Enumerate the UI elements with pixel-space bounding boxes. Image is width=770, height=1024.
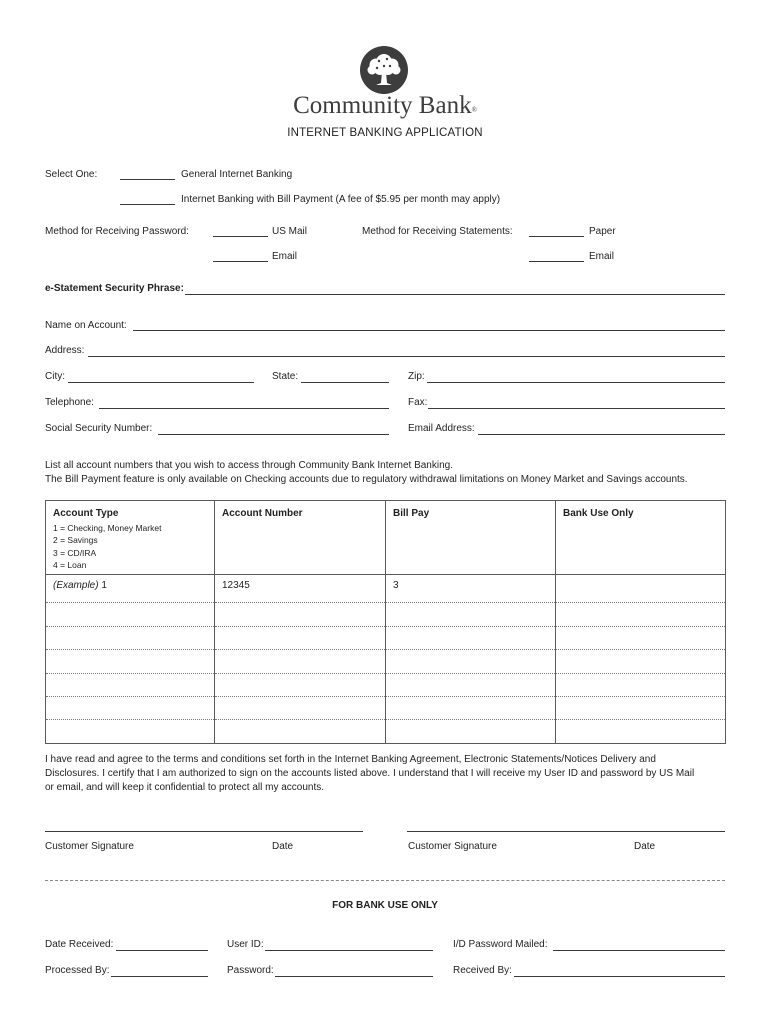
- legend-item: 3 = CD/IRA: [53, 547, 97, 558]
- city-field[interactable]: [68, 382, 254, 383]
- table-cell[interactable]: [386, 650, 556, 673]
- bill-pay-title: Bill Pay: [393, 508, 430, 519]
- table-cell: [556, 673, 726, 696]
- zip-label: Zip:: [408, 371, 425, 382]
- zip-field[interactable]: [427, 382, 725, 383]
- name-label: Name on Account:: [45, 320, 127, 331]
- signature-line-2[interactable]: [407, 831, 725, 832]
- date-received-label: Date Received:: [45, 939, 114, 950]
- general-banking-blank[interactable]: [120, 179, 175, 180]
- example-row: [46, 575, 726, 603]
- table-cell[interactable]: [386, 626, 556, 649]
- id-password-mailed-field[interactable]: [553, 950, 725, 951]
- email-field[interactable]: [478, 434, 725, 435]
- date-received-field[interactable]: [116, 950, 208, 951]
- customer-signature-label-2: Customer Signature: [408, 841, 497, 852]
- address-field[interactable]: [88, 356, 725, 357]
- accounts-intro: [45, 459, 735, 487]
- customer-signature-label-1: Customer Signature: [45, 841, 134, 852]
- table-cell[interactable]: [46, 626, 215, 649]
- bill-payment-blank[interactable]: [120, 204, 175, 205]
- table-cell[interactable]: [46, 673, 215, 696]
- agreement-line1: I have read and agree to the terms and conditions set forth in the Internet Banking Agreement, Electronic Statements/Notices Delivery and: [45, 754, 656, 765]
- telephone-field[interactable]: [99, 408, 389, 409]
- email-label: Email Address:: [408, 423, 475, 434]
- table-cell: [556, 720, 726, 743]
- table-cell[interactable]: [215, 720, 386, 743]
- legend-item: 2 = Savings: [53, 535, 98, 545]
- table-cell[interactable]: [215, 603, 386, 626]
- table-cell[interactable]: [46, 696, 215, 719]
- bank-use-title: FOR BANK USE ONLY: [332, 900, 438, 911]
- password-method-label: Method for Receiving Password:: [45, 226, 189, 237]
- table-row: [46, 696, 726, 719]
- table-row: [46, 603, 726, 626]
- form-title: INTERNET BANKING APPLICATION: [287, 127, 483, 139]
- table-cell[interactable]: [386, 673, 556, 696]
- account-type-title: Account Type: [53, 508, 119, 519]
- divider: [45, 880, 725, 881]
- table-cell[interactable]: [215, 650, 386, 673]
- password-usmail-option: US Mail: [272, 226, 308, 237]
- ssn-field[interactable]: [158, 434, 389, 435]
- signature-line-1[interactable]: [45, 831, 363, 832]
- bank-name: Community Bank: [293, 92, 472, 119]
- date-label-2: Date: [634, 841, 656, 852]
- table-cell[interactable]: [215, 673, 386, 696]
- table-cell: [556, 626, 726, 649]
- bank-use-header: [556, 501, 726, 575]
- date-label-1: Date: [272, 841, 294, 852]
- table-cell[interactable]: [386, 696, 556, 719]
- ssn-label: Social Security Number:: [45, 423, 153, 434]
- user-id-label: User ID:: [227, 939, 264, 950]
- table-row: [46, 626, 726, 649]
- received-by-label: Received By:: [453, 965, 512, 976]
- bill-pay-header: [386, 501, 556, 575]
- table-cell: [556, 650, 726, 673]
- password-email-blank[interactable]: [213, 261, 268, 262]
- accounts-intro-line1: List all account numbers that you wish to access through Community Bank Internet Banking.: [45, 460, 453, 471]
- password-field[interactable]: [275, 976, 433, 977]
- user-id-field[interactable]: [265, 950, 433, 951]
- statement-email-blank[interactable]: [529, 261, 584, 262]
- table-row: [46, 650, 726, 673]
- example-bankuse-cell: [556, 575, 726, 603]
- accounts-table: [45, 500, 726, 744]
- processed-by-field[interactable]: [111, 976, 208, 977]
- example-type-cell: [46, 575, 215, 603]
- password-label: Password:: [227, 965, 274, 976]
- statement-paper-blank[interactable]: [529, 236, 584, 237]
- id-password-mailed-label: I/D Password Mailed:: [453, 939, 548, 950]
- table-cell[interactable]: [46, 650, 215, 673]
- accounts-intro-line2: The Bill Payment feature is only available on Checking accounts due to regulatory withdrawal limitations on Money Market and Savings accounts.: [45, 474, 688, 485]
- legend-item: 1 = Checking, Money Market: [53, 522, 162, 533]
- table-cell[interactable]: [386, 603, 556, 626]
- table-row: [46, 673, 726, 696]
- agreement-line3: or email, and will keep it confidential to protect all my accounts.: [45, 782, 325, 793]
- telephone-label: Telephone:: [45, 397, 94, 408]
- legend-item: 4 = Loan: [53, 560, 87, 570]
- password-email-option: Email: [272, 251, 298, 262]
- example-billpay-cell: 3: [386, 575, 556, 603]
- bill-payment-option: Internet Banking with Bill Payment (A fee of $5.95 per month may apply): [181, 194, 501, 205]
- example-number-cell: 12345: [215, 575, 386, 603]
- example-type: 1: [98, 580, 107, 591]
- agreement-text: [45, 753, 745, 795]
- example-prefix: (Example): [53, 580, 99, 591]
- statement-paper-option: Paper: [589, 226, 616, 237]
- account-number-header: [215, 501, 386, 575]
- name-field[interactable]: [133, 330, 725, 331]
- account-type-header: [46, 501, 215, 575]
- table-row: [46, 720, 726, 743]
- account-number-title: Account Number: [222, 508, 303, 519]
- received-by-field[interactable]: [514, 976, 725, 977]
- processed-by-label: Processed By:: [45, 965, 110, 976]
- bank-use-title: Bank Use Only: [563, 508, 634, 519]
- state-label: State:: [272, 371, 299, 382]
- table-header-row: [46, 501, 726, 575]
- state-field[interactable]: [301, 382, 389, 383]
- fax-label: Fax:: [408, 397, 428, 408]
- security-phrase-label: e-Statement Security Phrase:: [45, 283, 184, 294]
- table-cell[interactable]: [215, 626, 386, 649]
- general-banking-option: General Internet Banking: [181, 169, 293, 180]
- bank-name-logo: [0, 92, 770, 120]
- password-usmail-blank[interactable]: [213, 236, 268, 237]
- address-label: Address:: [45, 345, 85, 356]
- table-cell[interactable]: [215, 696, 386, 719]
- registered-mark: ®: [471, 106, 477, 114]
- table-cell[interactable]: [386, 720, 556, 743]
- table-cell[interactable]: [46, 720, 215, 743]
- table-cell[interactable]: [46, 603, 215, 626]
- oak-tree-icon: [359, 45, 409, 95]
- agreement-line2: Disclosures. I certify that I am authorized to sign on the accounts listed above. I understand that I will receive my User ID and password by US Mail: [45, 768, 695, 779]
- table-cell: [556, 603, 726, 626]
- table-cell: [556, 696, 726, 719]
- city-label: City:: [45, 371, 65, 382]
- statement-method-label: Method for Receiving Statements:: [362, 226, 513, 237]
- statement-email-option: Email: [589, 251, 615, 262]
- select-one-label: Select One:: [45, 169, 98, 180]
- security-phrase-field[interactable]: [185, 294, 725, 295]
- fax-field[interactable]: [428, 408, 725, 409]
